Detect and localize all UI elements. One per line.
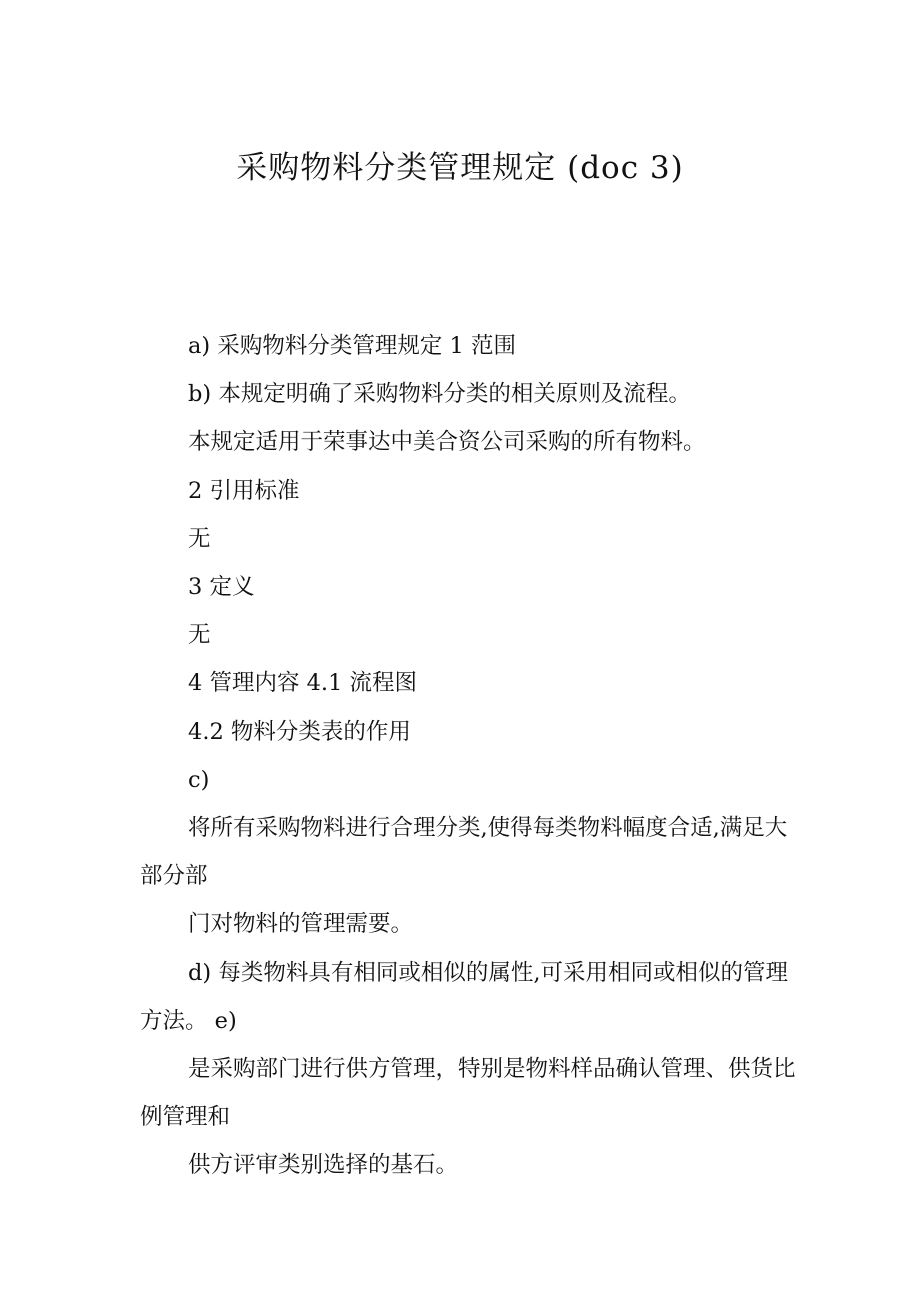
document-title: 采购物料分类管理规定 (doc 3) (236, 150, 684, 186)
section-heading-management: 4 管理内容 4.1 流程图 (188, 670, 418, 697)
paragraph-supplier-management: 是采购部门进行供方管理，特别是物料样品确认管理、供货比例管理和 (140, 1056, 796, 1131)
paragraph-references-none: 无 (188, 525, 211, 552)
section-heading-references: 2 引用标准 (188, 477, 300, 504)
paragraph-classification: 将所有采购物料进行合理分类,使得每类物料幅度合适,满足大部分部 (140, 815, 788, 890)
document-body (140, 322, 800, 1190)
section-heading-definitions: 3 定义 (188, 574, 255, 601)
paragraph-definitions-none: 无 (188, 622, 211, 649)
paragraph-supplier-management-cont: 供方评审类别选择的基石。 (188, 1152, 459, 1179)
paragraph-attributes: d) 每类物料具有相同或相似的属性,可采用相同或相似的管理方法。 e) (140, 959, 788, 1034)
paragraph-purpose: b) 本规定明确了采购物料分类的相关原则及流程。 (188, 381, 691, 408)
paragraph-applicability: 本规定适用于荣事达中美合资公司采购的所有物料。 (188, 429, 706, 456)
list-marker-c: c) (188, 766, 210, 793)
section-heading-table-role: 4.2 物料分类表的作用 (188, 718, 411, 745)
paragraph-classification-cont: 门对物料的管理需要。 (188, 911, 414, 938)
paragraph-scope: a) 采购物料分类管理规定 1 范围 (188, 333, 516, 359)
